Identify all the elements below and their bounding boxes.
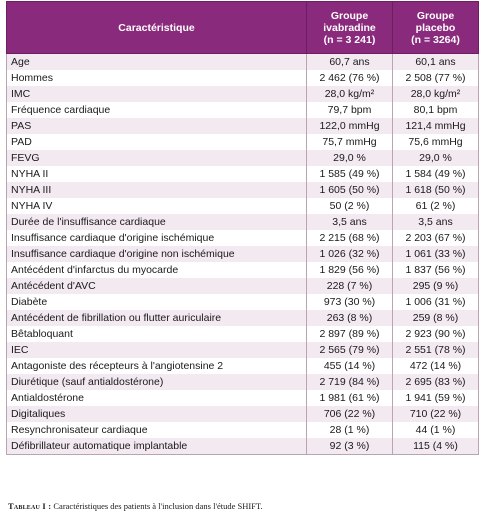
- table-row: [7, 86, 479, 102]
- table-row: [7, 358, 479, 374]
- placebo-value: 115 (4 %): [393, 438, 479, 455]
- table-caption: [8, 501, 263, 511]
- ivabradine-value: 3,5 ans: [307, 214, 393, 230]
- ivabradine-value: 1 981 (61 %): [307, 390, 393, 406]
- row-label: Défibrillateur automatique implantable: [7, 438, 307, 455]
- placebo-value: 2 695 (83 %): [393, 374, 479, 390]
- baseline-characteristics-table-container: [6, 1, 478, 455]
- table-row: [7, 438, 479, 455]
- header-ivabradine-line-3: (n = 3 241): [323, 33, 376, 46]
- table-row: [7, 294, 479, 310]
- placebo-value: 61 (2 %): [393, 198, 479, 214]
- placebo-value: 29,0 %: [393, 150, 479, 166]
- placebo-value: 1 061 (33 %): [393, 246, 479, 262]
- ivabradine-value: 1 829 (56 %): [307, 262, 393, 278]
- table-row: [7, 406, 479, 422]
- table-row: [7, 390, 479, 406]
- table-row: [7, 70, 479, 86]
- ivabradine-value: 2 897 (89 %): [307, 326, 393, 342]
- ivabradine-value: 75,7 mmHg: [307, 134, 393, 150]
- ivabradine-value: 228 (7 %): [307, 278, 393, 294]
- table-row: [7, 422, 479, 438]
- placebo-value: 2 923 (90 %): [393, 326, 479, 342]
- ivabradine-value: 122,0 mmHg: [307, 118, 393, 134]
- ivabradine-value: 29,0 %: [307, 150, 393, 166]
- table-row: [7, 134, 479, 150]
- row-label: Diurétique (sauf antialdostérone): [7, 374, 307, 390]
- placebo-value: 44 (1 %): [393, 422, 479, 438]
- ivabradine-value: 50 (2 %): [307, 198, 393, 214]
- placebo-value: 75,6 mmHg: [393, 134, 479, 150]
- placebo-value: 259 (8 %): [393, 310, 479, 326]
- placebo-value: 710 (22 %): [393, 406, 479, 422]
- header-placebo-line-3: (n = 3264): [411, 33, 460, 46]
- ivabradine-value: 973 (30 %): [307, 294, 393, 310]
- ivabradine-value: 2 565 (79 %): [307, 342, 393, 358]
- placebo-value: 295 (9 %): [393, 278, 479, 294]
- table-row: [7, 166, 479, 182]
- row-label: Antagoniste des récepteurs à l'angiotensine 2: [7, 358, 307, 374]
- ivabradine-value: 79,7 bpm: [307, 102, 393, 118]
- placebo-value: 3,5 ans: [393, 214, 479, 230]
- row-label: Resynchronisateur cardiaque: [7, 422, 307, 438]
- header-placebo-line-2: placebo: [415, 21, 456, 34]
- table-row: [7, 246, 479, 262]
- row-label: PAD: [7, 134, 307, 150]
- row-label: Antécédent d'AVC: [7, 278, 307, 294]
- row-label: IEC: [7, 342, 307, 358]
- table-row: [7, 262, 479, 278]
- ivabradine-value: 263 (8 %): [307, 310, 393, 326]
- table-header: [7, 2, 479, 54]
- placebo-value: 1 837 (56 %): [393, 262, 479, 278]
- row-label: PAS: [7, 118, 307, 134]
- placebo-value: 60,1 ans: [393, 54, 479, 71]
- table-row: [7, 326, 479, 342]
- placebo-value: 121,4 mmHg: [393, 118, 479, 134]
- ivabradine-value: 28,0 kg/m²: [307, 86, 393, 102]
- table-row: [7, 278, 479, 294]
- header-ivabradine-group: [307, 2, 393, 54]
- header-ivabradine-line-2: ivabradine: [323, 21, 376, 34]
- ivabradine-value: 60,7 ans: [307, 54, 393, 71]
- row-label: Age: [7, 54, 307, 71]
- placebo-value: 1 618 (50 %): [393, 182, 479, 198]
- placebo-value: 472 (14 %): [393, 358, 479, 374]
- ivabradine-value: 706 (22 %): [307, 406, 393, 422]
- table-row: [7, 198, 479, 214]
- placebo-value: 1 941 (59 %): [393, 390, 479, 406]
- row-label: NYHA III: [7, 182, 307, 198]
- placebo-value: 2 551 (78 %): [393, 342, 479, 358]
- row-label: Diabète: [7, 294, 307, 310]
- table-row: [7, 150, 479, 166]
- placebo-value: 2 508 (77 %): [393, 70, 479, 86]
- ivabradine-value: 92 (3 %): [307, 438, 393, 455]
- ivabradine-value: 28 (1 %): [307, 422, 393, 438]
- baseline-characteristics-table: [6, 1, 479, 455]
- header-placebo-line-1: Groupe: [416, 9, 455, 22]
- ivabradine-value: 455 (14 %): [307, 358, 393, 374]
- ivabradine-value: 1 605 (50 %): [307, 182, 393, 198]
- table-row: [7, 374, 479, 390]
- caption-text: Caractéristiques des patients à l'inclusion dans l'étude SHIFT.: [51, 501, 263, 511]
- caption-lead: Tableau I :: [8, 501, 52, 511]
- ivabradine-value: 1 026 (32 %): [307, 246, 393, 262]
- placebo-value: 80,1 bpm: [393, 102, 479, 118]
- header-characteristic: Caractéristique: [7, 2, 307, 54]
- placebo-value: 1 584 (49 %): [393, 166, 479, 182]
- row-label: Durée de l'insuffisance cardiaque: [7, 214, 307, 230]
- ivabradine-value: 2 719 (84 %): [307, 374, 393, 390]
- table-row: [7, 118, 479, 134]
- placebo-value: 1 006 (31 %): [393, 294, 479, 310]
- row-label: Hommes: [7, 70, 307, 86]
- header-row: [7, 2, 479, 54]
- row-label: Bêtabloquant: [7, 326, 307, 342]
- table-body: [7, 54, 479, 455]
- row-label: IMC: [7, 86, 307, 102]
- row-label: Antécédent d'infarctus du myocarde: [7, 262, 307, 278]
- table-row: [7, 342, 479, 358]
- row-label: NYHA IV: [7, 198, 307, 214]
- row-label: Fréquence cardiaque: [7, 102, 307, 118]
- row-label: Insuffisance cardiaque d'origine ischémique: [7, 230, 307, 246]
- row-label: Antialdostérone: [7, 390, 307, 406]
- row-label: NYHA II: [7, 166, 307, 182]
- ivabradine-value: 2 215 (68 %): [307, 230, 393, 246]
- header-placebo-group: [393, 2, 479, 54]
- row-label: Antécédent de fibrillation ou flutter auriculaire: [7, 310, 307, 326]
- table-row: [7, 54, 479, 71]
- ivabradine-value: 2 462 (76 %): [307, 70, 393, 86]
- row-label: FEVG: [7, 150, 307, 166]
- table-row: [7, 230, 479, 246]
- table-row: [7, 310, 479, 326]
- row-label: Insuffisance cardiaque d'origine non ischémique: [7, 246, 307, 262]
- header-ivabradine-line-1: Groupe: [330, 9, 369, 22]
- table-row: [7, 102, 479, 118]
- table-row: [7, 182, 479, 198]
- placebo-value: 28,0 kg/m²: [393, 86, 479, 102]
- row-label: Digitaliques: [7, 406, 307, 422]
- ivabradine-value: 1 585 (49 %): [307, 166, 393, 182]
- placebo-value: 2 203 (67 %): [393, 230, 479, 246]
- table-row: [7, 214, 479, 230]
